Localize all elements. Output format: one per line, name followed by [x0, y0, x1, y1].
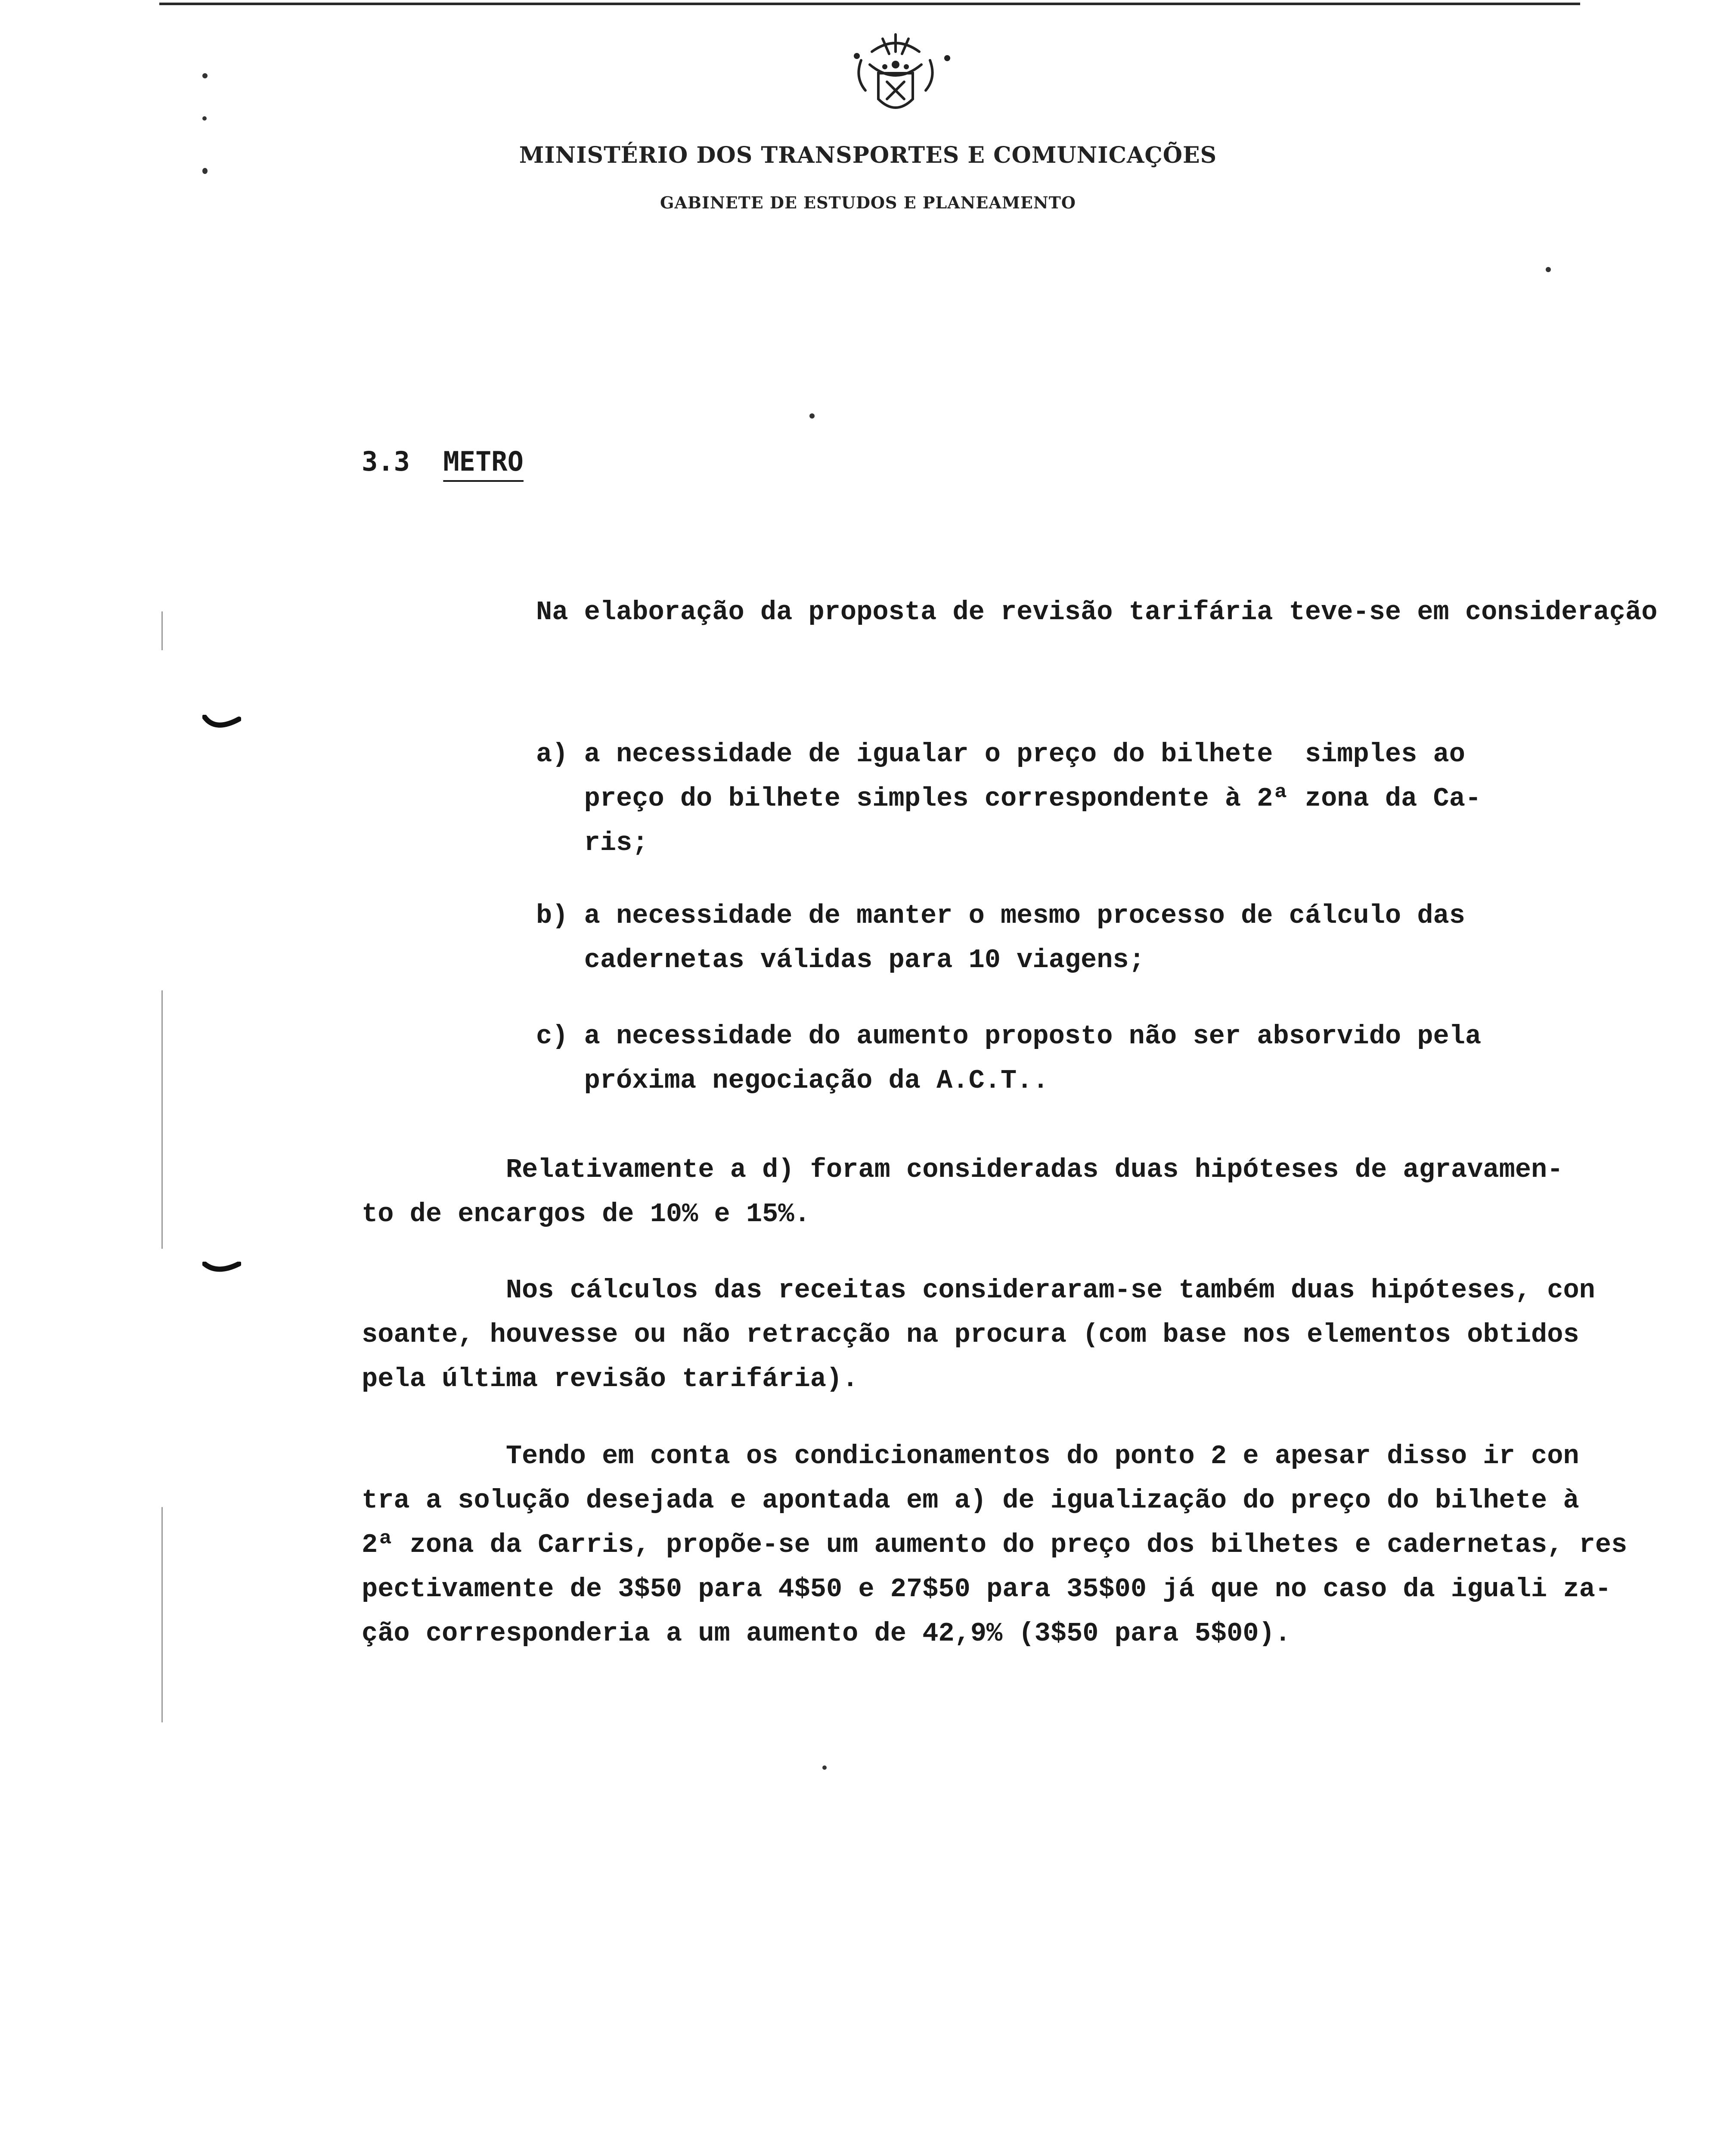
speck: [202, 116, 207, 121]
top-rule: [159, 3, 1580, 5]
margin-mark: [202, 715, 241, 732]
coat-of-arms-icon: [831, 26, 960, 125]
edge-mark: [161, 990, 163, 1249]
ministry-title: MINISTÉRIO DOS TRANSPORTES E COMUNICAÇÕES: [519, 142, 1217, 168]
paragraph-receitas: Nos cálculos das receitas consideraram-se também duas hipóteses, con soante, houvesse ou não retracção na procura (com base nos elementos obtidos pela última revisão tarifária).: [362, 1275, 1595, 1394]
speck: [202, 168, 208, 174]
edge-mark: [161, 1507, 163, 1722]
section-title: METRO: [443, 446, 524, 477]
speck: [809, 413, 815, 419]
intro-paragraph: Na elaboração da proposta de revisão tarifária teve-se em consideração: [536, 597, 1658, 627]
list-item-b: b) a necessidade de manter o mesmo processo de cálculo das cadernetas válidas para 10 viagens;: [536, 900, 1465, 975]
section-number: 3.3: [362, 446, 410, 477]
speck: [822, 1765, 827, 1770]
margin-mark: [202, 1262, 241, 1279]
list-item-a: a) a necessidade de igualar o preço do bilhete simples ao preço do bilhete simples correspondente à 2ª zona da Ca- ris;: [536, 739, 1482, 858]
speck: [1546, 267, 1551, 272]
paragraph-proposta: Tendo em conta os condicionamentos do ponto 2 e apesar disso ir con tra a solução desejada e apontada em a) de igualização do preço do bilhete à 2ª zona da Carris, propõe-se um aumento do preço dos bilhetes e cadernetas, res pectivamente de 3$50 para 4$50 e 27$50 para 35$00 já que no caso da iguali za- ção corresponderia a um aumento de 42,9% (3$50 para 5$00).: [362, 1441, 1628, 1649]
list-item-c: c) a necessidade do aumento proposto não ser absorvido pela próxima negociação da A.C.T..: [536, 1021, 1482, 1096]
ministry-subtitle: GABINETE DE ESTUDOS E PLANEAMENTO: [660, 193, 1076, 212]
paragraph-encargos: Relativamente a d) foram consideradas duas hipóteses de agravamen- to de encargos de 10% e 15%.: [362, 1154, 1563, 1229]
section-heading: [362, 446, 524, 477]
edge-mark: [161, 611, 163, 650]
speck: [202, 73, 208, 78]
